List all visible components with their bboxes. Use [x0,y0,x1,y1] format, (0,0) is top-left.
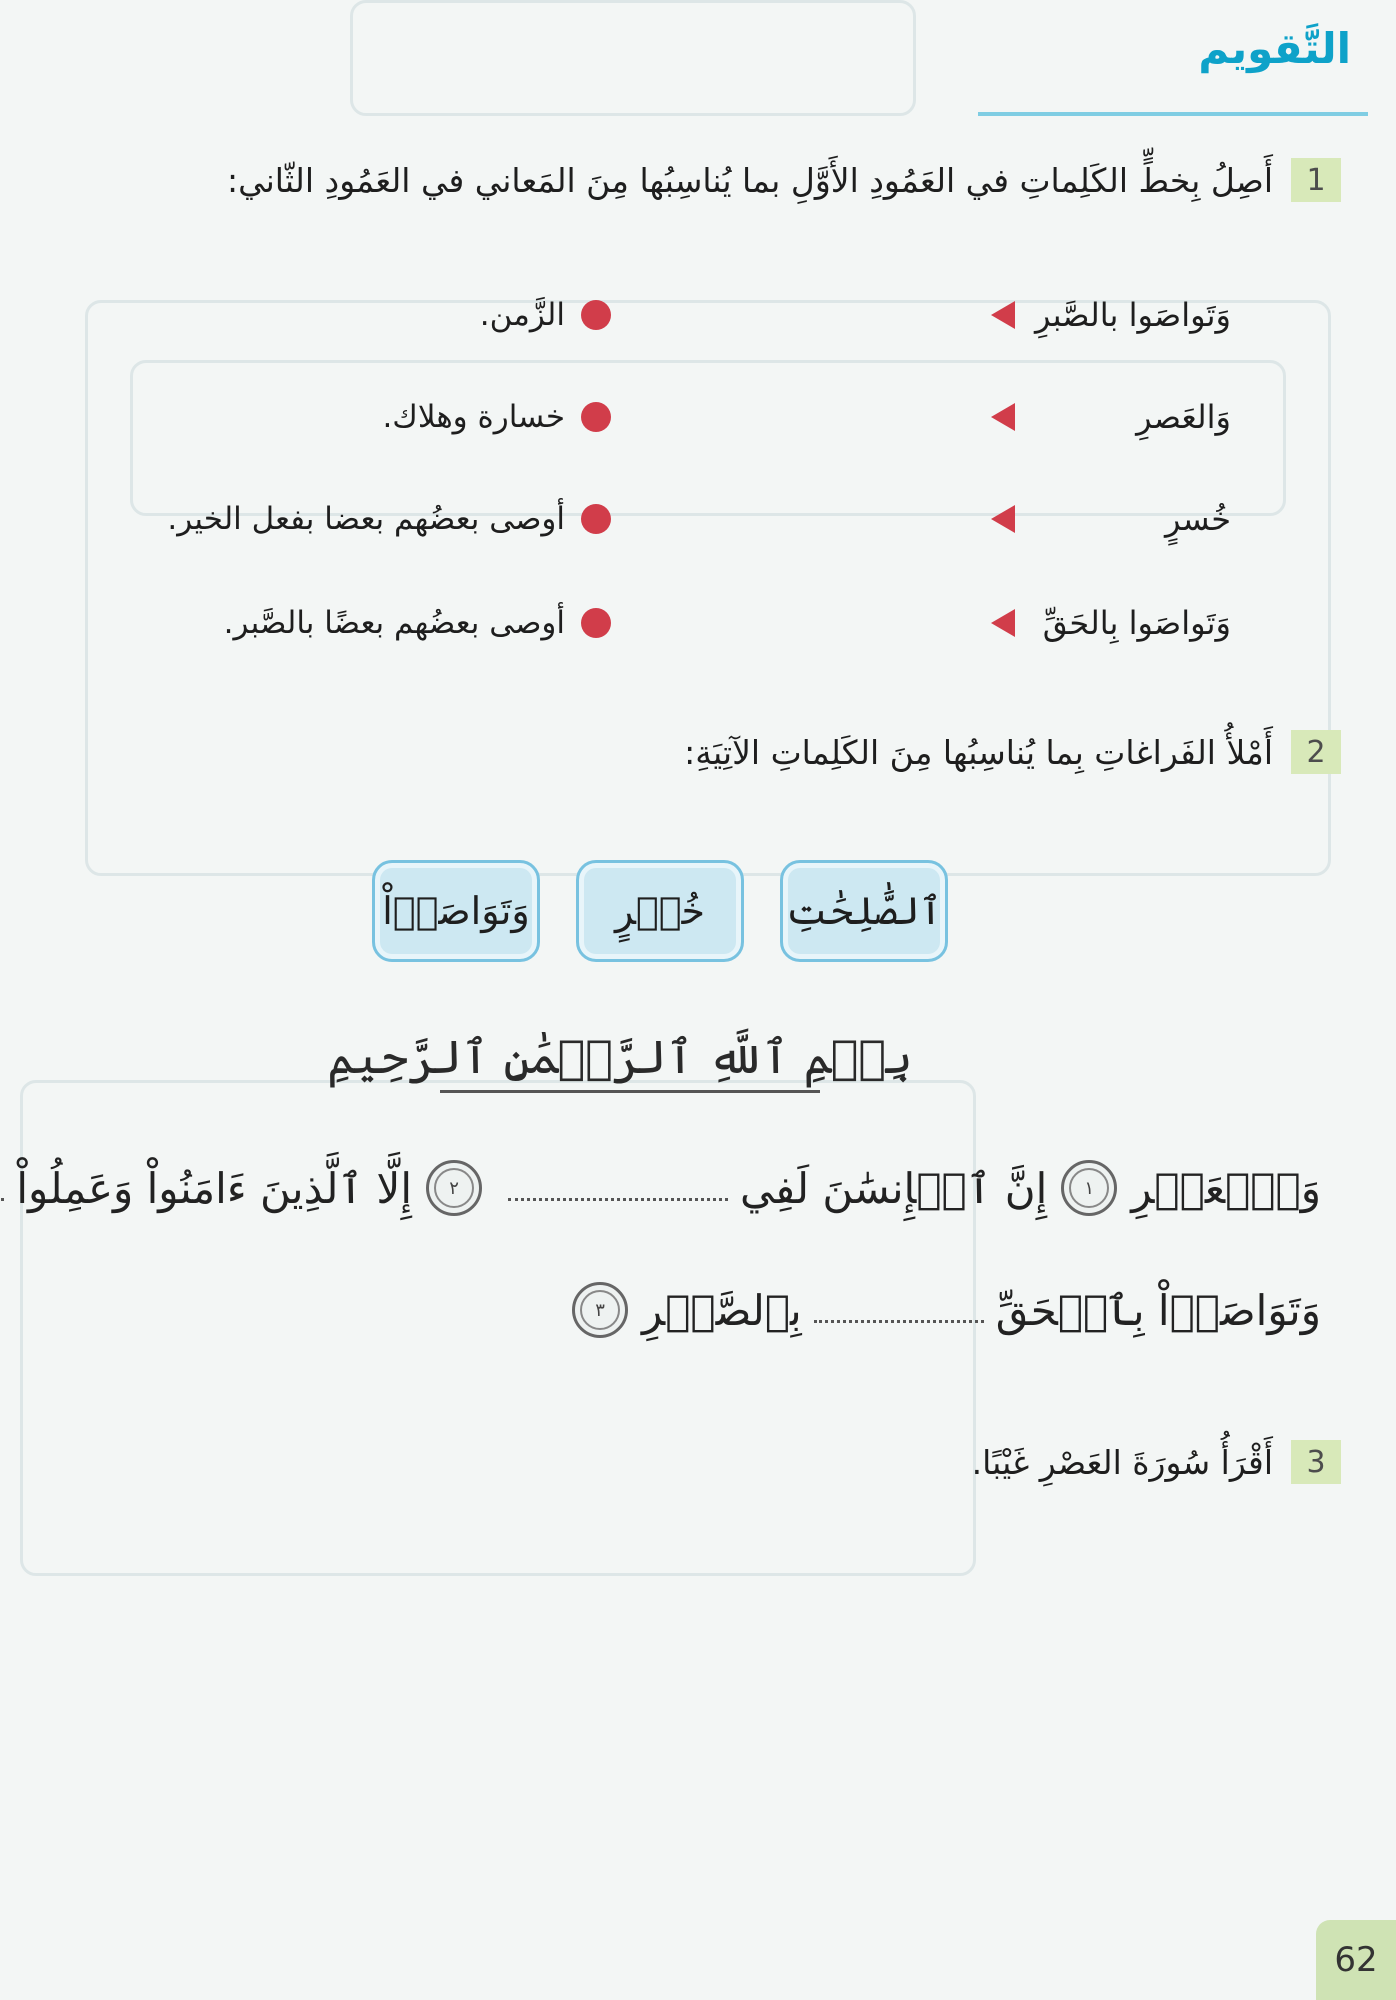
show-through-banner [130,360,1286,516]
dot-marker-icon[interactable] [581,504,611,534]
verse-line-1 [0,1160,1321,1216]
match-meaning: أوصى بعضُهم بعضًا بالصَّبر. [223,605,565,641]
fill-in-blank[interactable] [508,1176,728,1201]
question-number: 1 [1291,158,1341,202]
match-row [382,398,1231,436]
match-row [480,296,1231,334]
match-word: وَتَواصَوا بالصَّبرِ [1034,296,1231,334]
ayah-marker-icon: ١ [1061,1160,1117,1216]
question-text: أَقْرَأُ سُورَةَ العَصْرِ غَيْبًا. [971,1442,1273,1482]
question-number: 2 [1291,730,1341,774]
question-1 [227,158,1341,202]
arrow-marker-icon[interactable] [991,505,1015,533]
show-through-frame [85,300,1331,876]
match-row [167,500,1231,538]
arrow-marker-icon[interactable] [991,609,1015,637]
match-word: وَالعَصرِ [1136,398,1231,436]
dot-marker-icon[interactable] [581,300,611,330]
question-text: أَصِلُ بِخطٍّ الكَلِماتِ في العَمُودِ الأَوَّلِ بما يُناسِبُها مِنَ المَعاني في العَمُودِ الثّاني: [226,160,1273,200]
fill-in-blank[interactable] [814,1298,984,1323]
fill-in-blank[interactable] [0,1176,4,1201]
match-meaning: خسارة وهلاك. [382,399,565,435]
question-number: 3 [1291,1440,1341,1484]
question-text: أَمْلأُ الفَراغاتِ بِما يُناسِبُها مِنَ الكَلِماتِ الآتِيَةِ: [684,732,1273,772]
question-3 [972,1440,1341,1484]
word-bank-box[interactable]: ٱلصَّٰلِحَٰتِ [780,860,948,962]
verse-text: إِنَّ ٱلۡإِنسَٰنَ لَفِي [740,1163,1048,1213]
verse-text: بِٱلصَّبۡرِ [642,1285,802,1335]
verse-text: وَتَوَاصَوۡاْ بِٱلۡحَقِّ [995,1285,1321,1335]
match-word: خُسرٍ [1165,500,1231,538]
verse-text: إِلَّا ٱلَّذِينَ ءَامَنُواْ وَعَمِلُواْ [16,1163,413,1213]
basmala-underline [440,1090,820,1093]
dot-marker-icon[interactable] [581,608,611,638]
verse-text: وَٱلۡعَصۡرِ [1131,1163,1321,1213]
question-2 [684,730,1341,774]
word-bank-box[interactable]: وَتَوَاصَوۡاْ [372,860,540,962]
show-through-header [350,0,916,116]
title-underline [978,112,1368,116]
match-row [224,604,1231,642]
dot-marker-icon[interactable] [581,402,611,432]
match-word: وَتَواصَوا بِالحَقِّ [1042,604,1231,642]
word-bank-box[interactable]: خُسۡرٍ [576,860,744,962]
arrow-marker-icon[interactable] [991,403,1015,431]
verse-line-2 [558,1282,1321,1338]
match-meaning: أوصى بعضُهم بعضا بفعل الخير. [167,501,565,537]
basmala: بِسۡمِ ٱللَّهِ ٱلرَّحۡمَٰنِ ٱلرَّحِيمِ [327,1030,913,1084]
page-number: 62 [1316,1920,1396,2000]
ayah-marker-icon: ٣ [572,1282,628,1338]
section-title: التَّقويم [1198,24,1351,73]
match-meaning: الزَّمن. [479,297,565,333]
ayah-marker-icon: ٢ [426,1160,482,1216]
arrow-marker-icon[interactable] [991,301,1015,329]
